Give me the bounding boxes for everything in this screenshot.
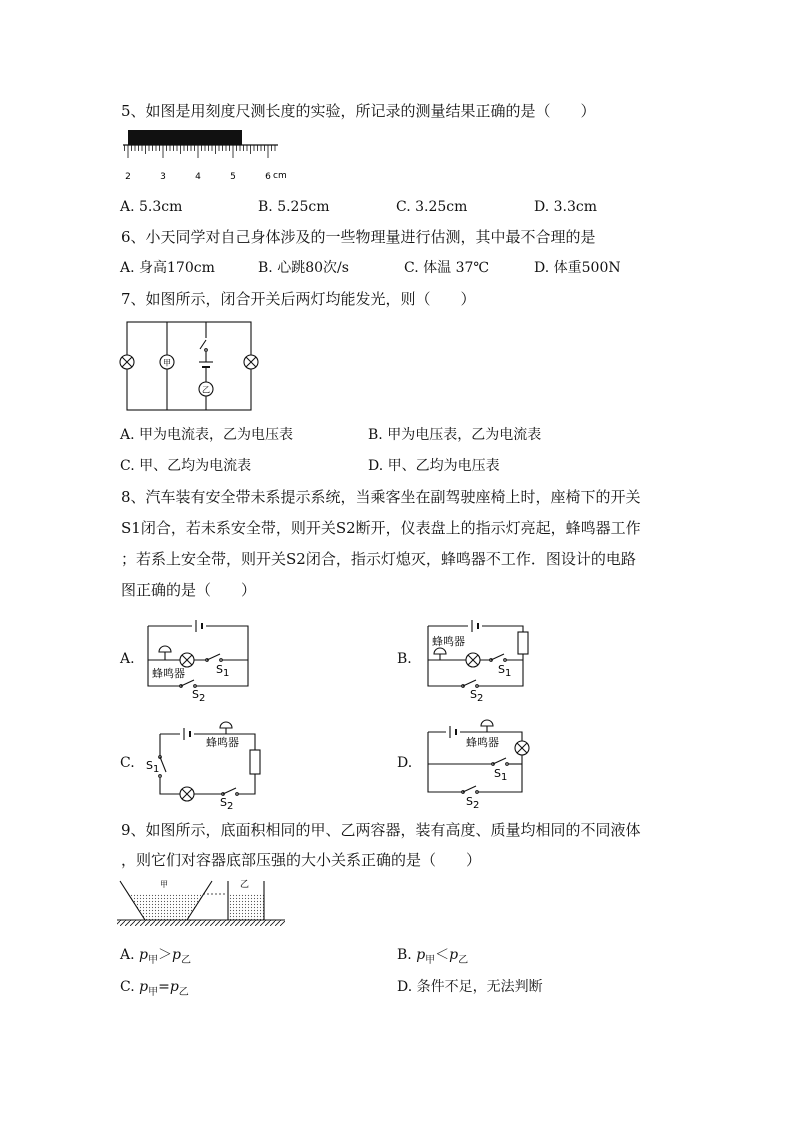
ruler-label: 2 [125,172,131,182]
switch-icon [200,338,211,352]
q5-stem: 5、如图是用刻度尺测长度的实验，所记录的测量结果正确的是（ ） [121,102,596,120]
q7-option-d: D. 甲、乙均为电压表 [368,458,500,474]
svg-text:甲: 甲 [163,358,171,368]
s1-label: S1 [498,663,512,679]
q8-line-2: S1闭合，若未系安全带，则开关S2断开，仪表盘上的指示灯亮起，蜂鸣器工作 [121,519,641,537]
meter-yi-icon [199,382,213,396]
s1-label: S1 [146,759,160,775]
q7-option-b: B. 甲为电压表，乙为电流表 [368,427,542,443]
svg-text:乙: 乙 [202,385,210,395]
ruler-figure [118,128,293,186]
switch-s1-icon [206,654,223,661]
battery-icon [198,362,214,368]
q8-option-c-label: C. [120,755,135,771]
q7-option-a: A. 甲为电流表，乙为电压表 [120,427,294,443]
svg-text:甲: 甲 [160,880,168,889]
buzzer-label: 蜂鸣器 [466,736,499,749]
q9-line-1: 9、如图所示，底面积相同的甲、乙两容器，装有高度、质量均相同的不同液体 [121,821,641,839]
resistor-icon [250,750,260,774]
lamp-icon [466,653,480,667]
q5-option-d: D. 3.3cm [534,199,598,215]
s2-label: S2 [466,795,480,811]
ruler-unit: cm [273,171,287,181]
q6-stem: 6、小天同学对自己身体涉及的一些物理量进行估测，其中最不合理的是 [121,228,596,246]
q8-line-3: ；若系上安全带，则开关S2闭合，指示灯熄灭，蜂鸣器不工作．图设计的电路 [121,550,636,568]
svg-text:乙: 乙 [240,880,250,890]
buzzer-label: 蜂鸣器 [432,635,465,648]
q5-option-b: B. 5.25cm [258,199,330,215]
battery-icon [192,619,206,633]
ruler-ticks [125,145,276,158]
meter-jia-icon [160,355,174,369]
ruler-label: 4 [195,172,201,182]
s1-label: S1 [494,767,508,783]
lamp-icon [515,741,529,755]
q7-stem: 7、如图所示，闭合开关后两灯均能发光，则（ ） [121,290,476,308]
q6-option-b: B. 心跳80次/s [258,260,349,276]
q8-circuit-d [420,718,540,810]
q8-option-a-label: A. [120,651,135,667]
battery-icon [180,727,194,741]
q7-circuit [120,318,260,414]
q8-line-1: 8、汽车装有安全带未系提示系统，当乘客坐在副驾驶座椅上时，座椅下的开关 [121,488,641,506]
q7-option-c: C. 甲、乙均为电流表 [120,458,252,474]
lamp-icon [180,787,194,801]
q9-option-a: A. $p_甲>p_乙$ [120,947,191,966]
container-jia [120,880,212,920]
buzzer-icon [481,720,493,732]
q6-option-a: A. 身高170cm [120,260,215,276]
resistor-icon [518,632,528,654]
lamp-icon [180,653,194,667]
q9-line-2: ，则它们对容器底部压强的大小关系正确的是（ ） [121,851,482,869]
battery-icon [446,725,460,739]
q9-containers-figure [115,876,290,936]
lamp-icon [120,355,134,369]
buzzer-icon [434,648,446,660]
battery-icon [468,619,482,633]
q5-option-a: A. 5.3cm [120,199,183,215]
ruler-label: 5 [230,172,236,182]
s1-label: S1 [216,663,230,679]
container-yi [228,879,264,920]
q8-circuit-b [420,614,535,704]
lamp-icon [244,355,258,369]
s2-label: S2 [192,688,206,704]
q9-option-d: D. 条件不足，无法判断 [397,979,543,995]
q6-option-c: C. 体温 37℃ [404,260,490,276]
q9-option-b: B. $p_甲<p_乙$ [397,947,469,966]
q6-option-d: D. 体重500N [534,260,621,276]
q8-line-4: 图正确的是（ ） [121,581,257,599]
buzzer-label: 蜂鸣器 [152,667,185,680]
measured-object [128,130,242,145]
buzzer-label: 蜂鸣器 [206,736,239,749]
ruler-label: 3 [160,172,166,182]
q8-option-b-label: B. [397,651,412,667]
q8-option-d-label: D. [397,755,413,771]
buzzer-icon [220,722,232,734]
q8-circuit-c [140,718,270,810]
buzzer-icon [159,646,171,660]
q8-circuit-a [140,614,255,704]
ruler-label: 6 [265,172,271,182]
s2-label: S2 [220,796,234,812]
s2-label: S2 [470,688,484,704]
q5-option-c: C. 3.25cm [396,199,468,215]
q9-option-c: C. $p_甲=p_乙$ [120,979,189,998]
